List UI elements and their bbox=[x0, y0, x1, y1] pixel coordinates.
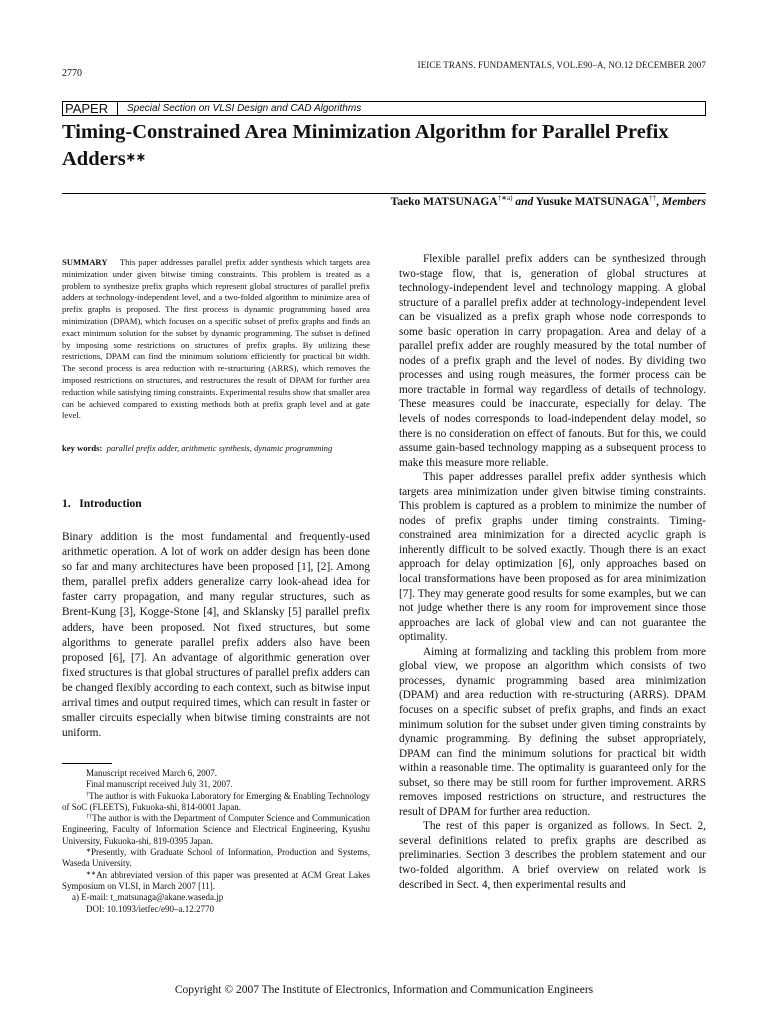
author-line: Taeko $MATSUNAGA^{\dagger∗a)}$ and Yusuke MATSUNAGA††, Members bbox=[390, 194, 706, 208]
author-1: Taeko MATSUNAGA bbox=[390, 196, 498, 208]
author-2: Yusuke MATSUNAGA bbox=[535, 196, 650, 208]
title-text: Timing-Constrained Area Minimization Algorithm for Parallel Prefix Adders bbox=[62, 121, 669, 170]
keywords-text: parallel prefix adder, arithmetic synthesis, dynamic programming bbox=[106, 443, 333, 453]
keywords bbox=[62, 443, 370, 455]
footnote-received: Manuscript received March 6, 2007. bbox=[86, 768, 217, 778]
paragraph-organization: The rest of this paper is organized as follows. In Sect. 2, several definitions related to prefix graphs are described as preliminaries. Section 3 describes the problem statement and our two-folded algorithm. A brief overview on related work is described in Sect. 4, then experimental results and bbox=[399, 820, 706, 891]
footnote-2-mark: †† bbox=[86, 814, 93, 821]
footnote-present-affiliation: ∗Presently, with Graduate School of Information, Production and Systems, Waseda University. bbox=[62, 847, 370, 869]
paper-title bbox=[62, 119, 712, 173]
copyright-footer: Copyright © 2007 The Institute of Electronics, Information and Communication Engineers bbox=[174, 984, 594, 996]
footnote-abbreviated-version: ∗∗An abbreviated version of this paper was presented at ACM Great Lakes Symposium on VLSI, in March 2007 [11]. bbox=[62, 869, 370, 891]
footnote-final: Final manuscript received July 31, 2007. bbox=[86, 779, 233, 790]
paragraph-paper-addresses: This paper addresses parallel prefix adder synthesis which targets area minimization under given bitwise timing constraints. This problem is captured as a problem to minimize the number of nodes of prefix graphs under timing constraints. Timing-constrained area minimization for a directed acyclic graph is inherently difficult to be solved exactly. Though there is an exact approach for delay optimization [6], only approaches based on local transformations have been proposed as for area minimization [7]. They may generate good results for some examples, but we can not judge whether there is any room for improvement since those approaches are lack of global view and can not guarantee the optimality. bbox=[399, 471, 706, 644]
keywords-label: key words: bbox=[62, 443, 103, 453]
footnote-1-mark: † bbox=[86, 791, 90, 798]
abstract bbox=[62, 257, 370, 422]
section-name: Special Section on VLSI Design and CAD Algorithms bbox=[127, 103, 362, 114]
page-number: 2770 bbox=[62, 68, 82, 79]
abstract-label: SUMMARY bbox=[62, 257, 108, 267]
footnote-rule bbox=[62, 763, 112, 764]
footnote-doi: DOI: 10.1093/ietfec/e90–a.12.2770 bbox=[86, 903, 214, 914]
footnote-affiliation-1: †The author is with Fukuoka Laboratory for Emerging & Enabling Technology of SoC (FLEETS), Fukuoka-shi, 814-0001 Japan. bbox=[62, 790, 370, 812]
author-membership: Members bbox=[661, 196, 706, 208]
author-and: and bbox=[515, 196, 534, 208]
footnotes bbox=[62, 768, 370, 915]
footnote-affiliation-2: ††The author is with the Department of Computer Science and Communication Engineering, Faculty of Information Science and Electrical Engineering, Kyushu University, Fukuoka-shi, 819-0395 Japan. bbox=[62, 813, 370, 846]
introduction-paragraph: Binary addition is the most fundamental and frequently-used arithmetic operation. A lot of work on adder design has been done so far and many architectures have been proposed [1], [2]. Among them, parallel prefix adders generalize carry look-ahead idea for faster carry propagation, and many regular structures, such as Brent-Kung [3], Kogge-Stone [4], and Sklansky [5] parallel prefix adders, have been proposed. Not fixed structures, but some algorithms to generate parallel prefix adders also have been proposed [6], [7]. An advantage of algorithmic generation over fixed structures is that global structures of parallel prefix adders can be changed flexibly according to each context, such as bitwise input arrival times and output required times, which can result in faster or smaller circuits especially when bitwise timing constraints are not uniform. bbox=[62, 531, 370, 740]
right-column bbox=[399, 252, 706, 892]
paper-tag: PAPER bbox=[65, 101, 109, 116]
author-2-mark: †† bbox=[649, 194, 657, 202]
footnote-email: a) E-mail: t_matsunaga@akane.waseda.jp bbox=[72, 892, 224, 903]
footnote-4-mark: ∗∗ bbox=[86, 870, 97, 877]
journal-header: IEICE TRANS. FUNDAMENTALS, VOL.E90–A, NO.12 DECEMBER 2007 bbox=[417, 60, 706, 70]
author-1-mark: †∗a) bbox=[497, 194, 513, 202]
paragraph-flexible-synthesis: Flexible parallel prefix adders can be synthesized through two-stage flow, that is, generation of global structures at technology-independent level and technology mapping. A global structure of a parallel prefix adder at technology-independent level can be visualized as a prefix graph whose node corresponds to some basic operation in carry propagation. Area and delay of a parallel prefix adder are roughly measured by the total number of nodes of a prefix graph and the level of nodes. By dividing two processes and using rough measures, the former process can be more tractable in formal way regardless of details of technology. These measures could be inaccurate, especially for delay. The levels of nodes corresponds to load-independent delay model, so there is no consideration on effect of fanouts. But for this, we could assume gain-based technology mapping as a subsequent process to make this measure more reliable. bbox=[399, 253, 706, 469]
footnote-3-mark: ∗ bbox=[86, 848, 92, 855]
abstract-text: This paper addresses parallel prefix adder synthesis which targets area minimization under given bitwise timing constraints. This problem is treated as a problem to synthesize prefix graphs which represent global structures of parallel prefix adders at technology-independent level, and a two-folded algorithm to minimize area of prefix graphs is proposed. The first process is dynamic programming based area minimization (DPAM), which focuses on a specific subset of prefix graphs and finds an exact minimum solution for the subset by dynamic programming. The subset is defined by imposing some restrictions on structures of prefix graphs. By utilizing these restrictions, DPAM can find the minimum solutions efficiently for practical bit width. The second process is area reduction with re-structuring (ARRS), which removes the imposed restrictions on structures, and restructures the result of DPAM for further area reduction while satisfying timing constraints. Experimental results show that smaller area can be achieved compared to existing methods both at prefix graph level and at gate level. bbox=[62, 257, 371, 421]
title-footnote-mark: ∗∗ bbox=[125, 150, 146, 164]
title-rule bbox=[62, 193, 706, 194]
paragraph-proposed-algorithm: Aiming at formalizing and tackling this problem from more global view, we propose an algorithm which consists of two processes, dynamic programming based area minimization (DPAM) and area reduction with re-structuring (ARRS). DPAM focuses on a specific subset of prefix graphs, and finds an exact minimum solution for the subset under given timing constraints by dynamic programming. By defining the subset appropriately, DPAM can find the minimum solutions for practical bit width within a reasonable time. The optimality is guaranteed only for the subset, so there may be still room for further improvement. ARRS removes imposed restrictions on structure, and restructures the result of DPAM for further area reduction. bbox=[399, 645, 706, 818]
section-heading-introduction: 1. Introduction bbox=[62, 498, 142, 510]
